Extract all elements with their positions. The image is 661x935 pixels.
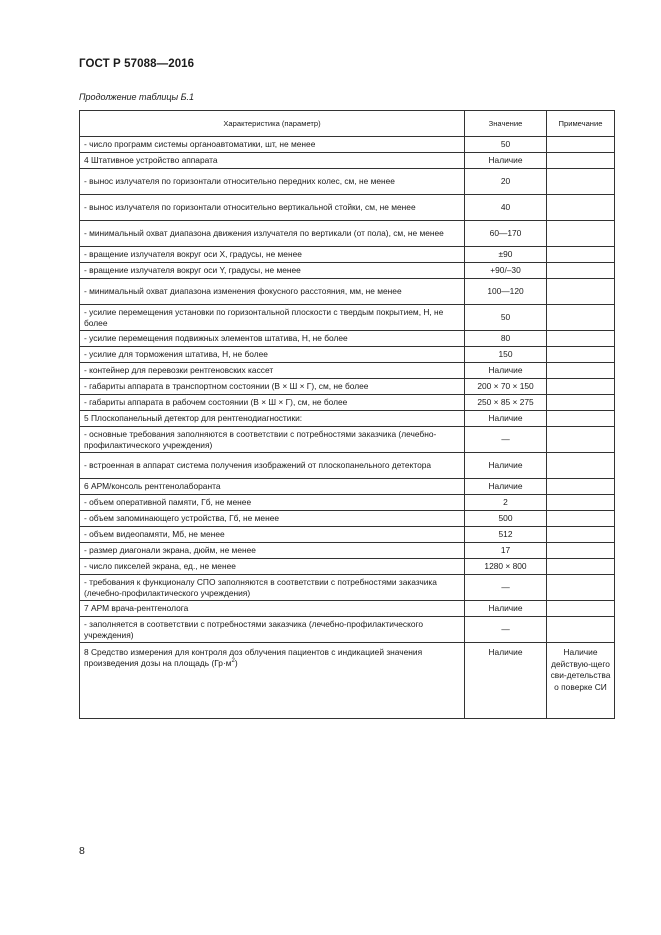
value-cell: 17 [465,543,547,559]
value-cell: 512 [465,527,547,543]
parameter-text: 8 Средство измерения для контроля доз облучения пациентов с индикацией значения произведения дозы на площадь (Гр·м [84,647,423,668]
value-cell: Наличие [465,411,547,427]
parameter-cell: 7 АРМ врача-рентгенолога [80,601,465,617]
table-row [80,453,615,479]
parameter-cell: - размер диагонали экрана, дюйм, не менее [80,543,465,559]
note-cell [547,247,615,263]
parameter-cell: - усилие перемещения установки по горизонтальной плоскости с твердым покрытием, Н, не более [80,305,465,331]
value-cell: — [465,575,547,601]
note-cell [547,221,615,247]
page-number: 8 [79,845,85,857]
table-row [80,379,615,395]
parameter-cell: - вынос излучателя по горизонтали относительно вертикальной стойки, см, не менее [80,195,465,221]
value-cell: 50 [465,137,547,153]
table-row [80,527,615,543]
table-row [80,395,615,411]
parameter-cell: - минимальный охват диапазона изменения фокусного расстояния, мм, не менее [80,279,465,305]
table-row [80,559,615,575]
parameter-cell: - объем оперативной памяти, Гб, не менее [80,495,465,511]
note-cell [547,427,615,453]
note-cell [547,379,615,395]
value-cell: 60—170 [465,221,547,247]
note-cell [547,411,615,427]
table-row [80,195,615,221]
note-cell [547,617,615,643]
specification-table [79,110,615,719]
value-cell: 200 × 70 × 150 [465,379,547,395]
note-cell [547,575,615,601]
note-cell [547,331,615,347]
value-cell: — [465,427,547,453]
parameter-cell: - заполняется в соответствии с потребностями заказчика (лечебно-профилактического учреждения) [80,617,465,643]
parameter-cell: - объем видеопамяти, Мб, не менее [80,527,465,543]
document-code: ГОСТ Р 57088—2016 [79,58,195,70]
table-row [80,495,615,511]
table-row [80,305,615,331]
value-cell: Наличие [465,453,547,479]
table-row [80,511,615,527]
value-cell: 250 × 85 × 275 [465,395,547,411]
value-cell: 2 [465,495,547,511]
column-header-parameter: Характеристика (параметр) [80,111,465,137]
table-header-row [80,111,615,137]
parameter-cell: 5 Плоскопанельный детектор для рентгенодиагностики: [80,411,465,427]
parameter-cell: - требования к функционалу СПО заполняются в соответствии с потребностями заказчика (лечебно-профилактического учреждения) [80,575,465,601]
parameter-cell: - основные требования заполняются в соответствии с потребностями заказчика (лечебно-профилактического учреждения) [80,427,465,453]
note-cell [547,395,615,411]
parameter-cell: - усилие для торможения штатива, Н, не более [80,347,465,363]
table-row [80,137,615,153]
note-cell [547,543,615,559]
parameter-cell: - вращение излучателя вокруг оси Y, градусы, не менее [80,263,465,279]
value-cell: 20 [465,169,547,195]
value-cell: Наличие [465,479,547,495]
value-cell: ±90 [465,247,547,263]
table-row [80,363,615,379]
note-cell [547,495,615,511]
note-cell [547,559,615,575]
note-cell [547,479,615,495]
column-header-note: Примечание [547,111,615,137]
parameter-cell: - число программ системы органоавтоматики, шт, не менее [80,137,465,153]
parameter-cell: - встроенная в аппарат система получения изображений от плоскопанельного детектора [80,453,465,479]
table-row [80,347,615,363]
note-cell [547,195,615,221]
parameter-cell: - минимальный охват диапазона движения излучателя по вертикали (от пола), см, не менее [80,221,465,247]
table-row [80,643,615,719]
value-cell: 80 [465,331,547,347]
value-cell: Наличие [465,601,547,617]
note-cell: Наличие действую-щего сви-детельства о поверке СИ [547,643,615,719]
parameter-cell: - габариты аппарата в рабочем состоянии (В × Ш × Г), см, не более [80,395,465,411]
note-cell [547,363,615,379]
value-cell: +90/–30 [465,263,547,279]
parameter-cell: - число пикселей экрана, ед., не менее [80,559,465,575]
note-cell [547,169,615,195]
parameter-text-tail: ) [234,658,238,668]
value-cell: Наличие [465,153,547,169]
note-cell [547,347,615,363]
parameter-cell: - контейнер для перевозки рентгеновских кассет [80,363,465,379]
table-row [80,601,615,617]
value-cell: 50 [465,305,547,331]
note-cell [547,279,615,305]
parameter-cell: - вращение излучателя вокруг оси X, градусы, не менее [80,247,465,263]
value-cell: 500 [465,511,547,527]
table-row [80,247,615,263]
table-row [80,479,615,495]
note-cell [547,263,615,279]
parameter-cell: 4 Штативное устройство аппарата [80,153,465,169]
value-cell: — [465,617,547,643]
value-cell: 100—120 [465,279,547,305]
parameter-cell: - усилие перемещения подвижных элементов штатива, Н, не более [80,331,465,347]
note-cell [547,511,615,527]
column-header-value: Значение [465,111,547,137]
table-row [80,427,615,453]
table-row [80,617,615,643]
parameter-cell: - объем запоминающего устройства, Гб, не менее [80,511,465,527]
table-row [80,575,615,601]
parameter-cell [80,643,465,719]
table-caption: Продолжение таблицы Б.1 [79,92,195,102]
table-row [80,411,615,427]
value-cell: 150 [465,347,547,363]
value-cell: 1280 × 800 [465,559,547,575]
note-cell [547,601,615,617]
note-cell [547,153,615,169]
table-row [80,221,615,247]
note-cell [547,453,615,479]
parameter-cell: 6 АРМ/консоль рентгенолаборанта [80,479,465,495]
note-cell [547,305,615,331]
table-row [80,169,615,195]
parameter-cell: - габариты аппарата в транспортном состоянии (В × Ш × Г), см, не более [80,379,465,395]
value-cell: 40 [465,195,547,221]
superscript-exponent: 2 [231,658,235,665]
table-row [80,279,615,305]
note-cell [547,527,615,543]
value-cell: Наличие [465,643,547,719]
table-row [80,543,615,559]
note-cell [547,137,615,153]
table-row [80,153,615,169]
table-row [80,263,615,279]
value-cell: Наличие [465,363,547,379]
parameter-cell: - вынос излучателя по горизонтали относительно передних колес, см, не менее [80,169,465,195]
table-row [80,331,615,347]
